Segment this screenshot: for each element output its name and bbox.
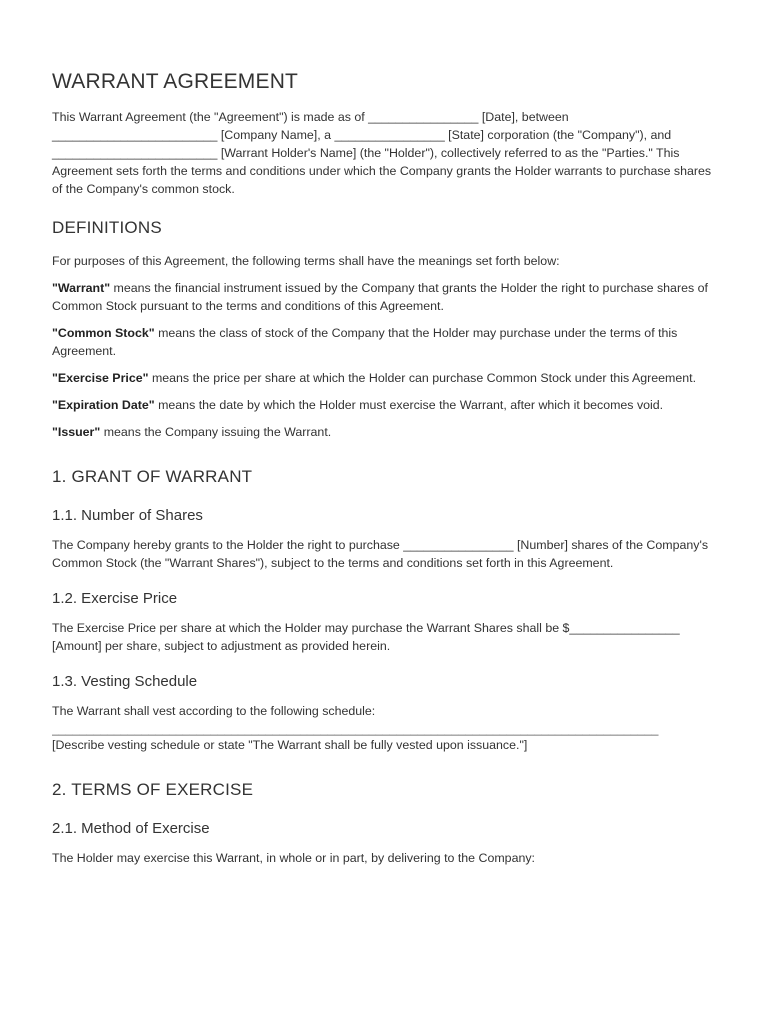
vesting-blank-line: ________________________________________________________________________________________ [52,722,659,736]
definition-warrant [52,279,722,315]
definition-common-stock [52,324,722,360]
section-1-1-text: The Company hereby grants to the Holder the right to purchase ________________ [Number] shares of the Company's Common Stock (the "Warrant Shares"), subject to the terms and conditions set forth in this Agreement. [52,538,709,570]
section-1-3-heading: 1.3. Vesting Schedule [52,673,198,690]
definition-term: "Expiration Date" [52,398,155,412]
definition-exercise-price [52,369,722,387]
definition-expiration-date [52,396,722,414]
definition-text: means the price per share at which the Holder can purchase Common Stock under this Agreement. [148,371,697,385]
definition-text: means the Company issuing the Warrant. [100,425,332,439]
section-2-1-heading: 2.1. Method of Exercise [52,820,210,837]
definition-text: means the date by which the Holder must exercise the Warrant, after which it becomes void. [154,398,664,412]
definition-term: "Warrant" [52,281,111,295]
intro-paragraph: This Warrant Agreement (the "Agreement") is made as of ________________ [Date], between ________________________ [Company Name], a ________________ [State] corporation (the "Company"), and ________________________ [Warrant Holder's Name] (the "Holder"), collectively referred to as the "Parties." This Agreement sets forth the terms and conditions under which the Company grants the Holder warrants to purchase shares of the Company's common stock. [52,110,712,196]
definition-issuer [52,423,722,441]
section-1-2-text: The Exercise Price per share at which the Holder may purchase the Warrant Shares shall be $________________ [Amount] per share, subject to adjustment as provided herein. [52,621,680,653]
definition-term: "Exercise Price" [52,371,149,385]
section-2-1-text: The Holder may exercise this Warrant, in whole or in part, by delivering to the Company: [52,851,535,865]
section-1-1-heading: 1.1. Number of Shares [52,507,203,524]
document-title: WARRANT AGREEMENT [52,70,299,93]
section-2-heading: 2. TERMS OF EXERCISE [52,780,254,799]
definition-term: "Common Stock" [52,326,155,340]
section-1-3-text: The Warrant shall vest according to the following schedule: [52,704,376,718]
definition-text: means the class of stock of the Company that the Holder may purchase under the terms of this Agreement. [52,326,678,358]
definition-text: means the financial instrument issued by the Company that grants the Holder the right to purchase shares of Common Stock pursuant to the terms and conditions of this Agreement. [52,281,708,313]
definitions-heading: DEFINITIONS [52,218,162,237]
section-1-3-note: [Describe vesting schedule or state "The Warrant shall be fully vested upon issuance."] [52,738,528,752]
section-1-2-heading: 1.2. Exercise Price [52,590,178,607]
definitions-lead: For purposes of this Agreement, the following terms shall have the meanings set forth below: [52,254,560,268]
section-1-heading: 1. GRANT OF WARRANT [52,467,253,486]
document-content [52,70,722,867]
definition-term: "Issuer" [52,425,101,439]
